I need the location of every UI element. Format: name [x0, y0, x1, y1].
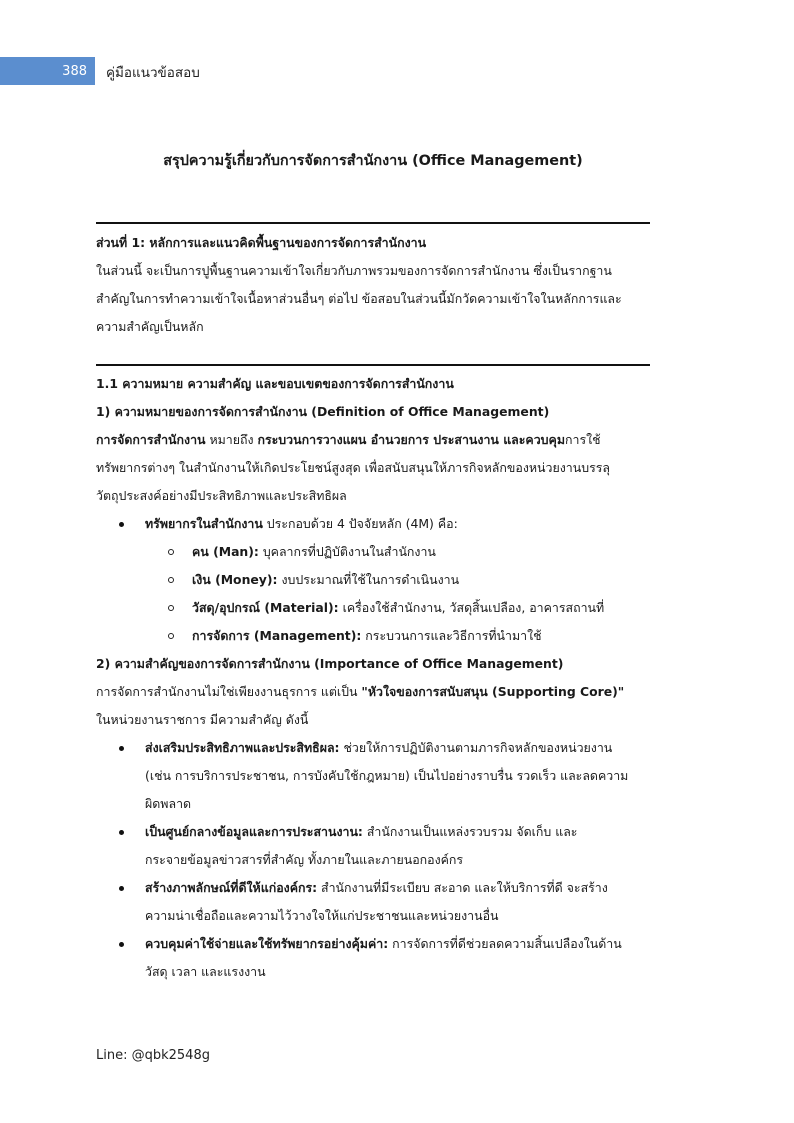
bullet-dot-icon — [119, 886, 124, 891]
bullet-text: สำนักงานที่มีระเบียบ สะอาด และให้บริการที่ดี จะสร้าง — [317, 880, 608, 895]
bullet-bold: ทรัพยากรในสำนักงาน — [145, 516, 263, 531]
sub-item-bold: การจัดการ (Management): — [192, 628, 362, 643]
sub-item-bold: วัสดุ/อุปกรณ์ (Material): — [192, 600, 339, 615]
definition-text: การใช้ — [565, 432, 601, 447]
sub-item-man — [96, 538, 656, 566]
sub-item-text: บุคลากรที่ปฏิบัติงานในสำนักงาน — [258, 544, 436, 559]
running-title: คู่มือแนวข้อสอบ — [106, 65, 200, 81]
paragraph-line: สำคัญในการทำความเข้าใจเนื้อหาส่วนอื่นๆ ต่อไป ข้อสอบในส่วนนี้มักวัดความเข้าใจในหลักการและ — [96, 291, 622, 306]
bullet-resources — [96, 510, 656, 538]
footer-line-id: Line: @qbk2548g — [96, 1048, 210, 1063]
bullet-continuation: วัสดุ เวลา และแรงงาน — [145, 964, 266, 979]
part1-block — [96, 229, 656, 341]
sub-item-money — [96, 566, 656, 594]
bullet-efficiency — [96, 734, 656, 762]
intro-text: การจัดการสำนักงานไม่ใช่เพียงงานธุรการ แต่เป็น — [96, 684, 362, 699]
sub-item-bold: คน (Man): — [192, 544, 259, 559]
bullet-dot-icon — [119, 522, 124, 527]
page-number-tab — [0, 57, 95, 85]
sub-item-text: กระบวนการและวิธีการที่นำมาใช้ — [361, 628, 542, 643]
bullet-bold: ส่งเสริมประสิทธิภาพและประสิทธิผล: — [145, 740, 340, 755]
management-functions: กระบวนการวางแผน อำนวยการ ประสานงาน และควบคุม — [257, 432, 565, 447]
section-1-1-block — [96, 370, 656, 986]
paragraph-line: ในส่วนนี้ จะเป็นการปูพื้นฐานความเข้าใจเกี่ยวกับภาพรวมของการจัดการสำนักงาน ซึ่งเป็นรากฐาน — [96, 263, 612, 278]
bullet-continuation: ผิดพลาด — [145, 796, 192, 811]
bullet-continuation: ความน่าเชื่อถือและความไว้วางใจให้แก่ประชาชนและหน่วยงานอื่น — [145, 908, 499, 923]
sub-item-text: เครื่องใช้สำนักงาน, วัสดุสิ้นเปลือง, อาคารสถานที่ — [338, 600, 605, 615]
definition-line — [96, 426, 656, 454]
bullet-cost-control — [96, 930, 656, 958]
sub-item-management — [96, 622, 656, 650]
bullet-bold: ควบคุมค่าใช้จ่ายและใช้ทรัพยากรอย่างคุ้มค่า: — [145, 936, 389, 951]
bullet-dot-icon — [119, 830, 124, 835]
bullet-bold: สร้างภาพลักษณ์ที่ดีให้แก่องค์กร: — [145, 880, 318, 895]
page-number: 388 — [62, 63, 87, 79]
paragraph-line: วัตถุประสงค์อย่างมีประสิทธิภาพและประสิทธิผล — [96, 488, 347, 503]
paragraph-line: ความสำคัญเป็นหลัก — [96, 319, 204, 334]
bullet-bold: เป็นศูนย์กลางข้อมูลและการประสานงาน: — [145, 824, 363, 839]
hollow-circle-icon — [168, 549, 174, 555]
bullet-dot-icon — [119, 746, 124, 751]
hollow-circle-icon — [168, 577, 174, 583]
bullet-text: ช่วยให้การปฏิบัติงานตามภารกิจหลักของหน่วยงาน — [339, 740, 613, 755]
sub-item-text: งบประมาณที่ใช้ในการดำเนินงาน — [277, 572, 460, 587]
importance-intro — [96, 678, 656, 706]
term-office-management: การจัดการสำนักงาน — [96, 432, 206, 447]
paragraph-line: ในหน่วยงานราชการ มีความสำคัญ ดังนี้ — [96, 712, 309, 727]
bullet-dot-icon — [119, 942, 124, 947]
bullet-text: การจัดการที่ดีช่วยลดความสิ้นเปลืองในด้าน — [388, 936, 622, 951]
importance-heading: 2) ความสำคัญของการจัดการสำนักงาน (Importance of Office Management) — [96, 656, 564, 671]
section-divider-middle — [96, 364, 650, 366]
bullet-text: สำนักงานเป็นแหล่งรวบรวม จัดเก็บ และ — [362, 824, 578, 839]
definition-heading: 1) ความหมายของการจัดการสำนักงาน (Definition of Office Management) — [96, 404, 550, 419]
bullet-image — [96, 874, 656, 902]
bullet-text: ประกอบด้วย 4 ปัจจัยหลัก (4M) คือ: — [262, 516, 458, 531]
hollow-circle-icon — [168, 605, 174, 611]
sub-item-material — [96, 594, 656, 622]
paragraph-line: ทรัพยากรต่างๆ ในสำนักงานให้เกิดประโยชน์สูงสุด เพื่อสนับสนุนให้ภารกิจหลักของหน่วยงานบรรลุ — [96, 460, 610, 475]
part1-heading: ส่วนที่ 1: หลักการและแนวคิดพื้นฐานของการจัดการสำนักงาน — [96, 235, 427, 250]
section-1-1-heading: 1.1 ความหมาย ความสำคัญ และขอบเขตของการจัดการสำนักงาน — [96, 376, 454, 391]
section-divider-top — [96, 222, 650, 224]
supporting-core-quote: "หัวใจของการสนับสนุน (Supporting Core)" — [361, 684, 625, 699]
bullet-continuation: (เช่น การบริการประชาชน, การบังคับใช้กฎหมาย) เป็นไปอย่างราบรื่น รวดเร็ว และลดความ — [145, 768, 629, 783]
definition-text: หมายถึง — [205, 432, 258, 447]
bullet-information-center — [96, 818, 656, 846]
document-title: สรุปความรู้เกี่ยวกับการจัดการสำนักงาน (Office Management) — [163, 153, 583, 169]
hollow-circle-icon — [168, 633, 174, 639]
bullet-continuation: กระจายข้อมูลข่าวสารที่สำคัญ ทั้งภายในและภายนอกองค์กร — [145, 852, 464, 867]
sub-item-bold: เงิน (Money): — [192, 572, 278, 587]
